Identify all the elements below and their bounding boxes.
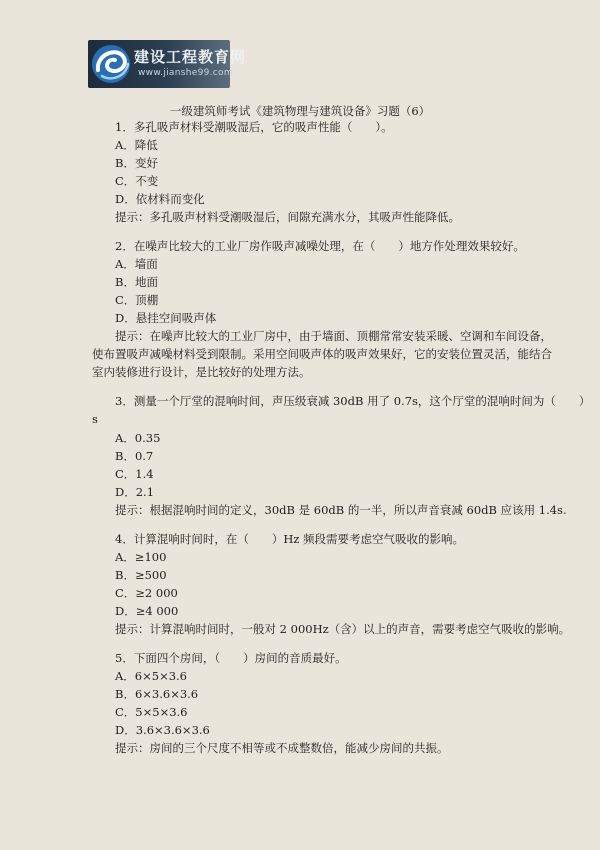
text-line: C．≥2 000 <box>115 586 178 600</box>
text-line: B．≥500 <box>115 568 167 582</box>
document-title: 一级建筑师考试《建筑物理与建筑设备》习题（6） <box>169 104 431 118</box>
text-line: s <box>92 412 98 426</box>
text-line: 室内装修进行设计，是比较好的处理方法。 <box>92 365 311 379</box>
text-line: D．2.1 <box>115 485 155 499</box>
text-line: 提示：计算混响时间时，一般对 2 000Hz（含）以上的声音，需要考虑空气吸收的影响。 <box>115 622 571 636</box>
text-line: D．悬挂空间吸声体 <box>115 311 217 325</box>
text-line: A．6×5×3.6 <box>115 669 187 683</box>
text-line: D．3.6×3.6×3.6 <box>115 723 210 737</box>
text-line: 2．在噪声比较大的工业厂房作吸声减噪处理，在（ ）地方作处理效果较好。 <box>115 239 525 253</box>
text-line: B．地面 <box>115 275 158 289</box>
text-line: D．≥4 000 <box>115 604 179 618</box>
logo-url: www.jianshe99.com <box>138 68 233 78</box>
text-line: 3．测量一个厅堂的混响时间，声压级衰减 30dB 用了 0.7s，这个厅堂的混响时间为（ ） <box>115 394 591 408</box>
text-line: 5．下面四个房间，（ ）房间的音质最好。 <box>115 651 347 665</box>
text-line: A．降低 <box>115 138 158 152</box>
text-line: 提示：根据混响时间的定义，30dB 是 60dB 的一半，所以声音衰减 60dB 应该用 1.4s. <box>115 503 567 517</box>
text-line: 1．多孔吸声材料受潮吸湿后，它的吸声性能（ ）。 <box>115 120 393 134</box>
text-line: B．变好 <box>115 156 158 170</box>
text-line: 4．计算混响时间时，在（ ）Hz 频段需要考虑空气吸收的影响。 <box>115 532 465 546</box>
text-line: A．≥100 <box>115 550 167 564</box>
text-line: 提示：房间的三个尺度不相等或不成整数倍，能减少房间的共振。 <box>115 741 449 755</box>
text-line: B．0.7 <box>115 449 154 463</box>
site-logo[interactable] <box>88 40 247 88</box>
swirl-logo-icon <box>88 40 136 88</box>
text-line: C．不变 <box>115 174 159 188</box>
text-line: A．0.35 <box>115 431 161 445</box>
logo-title: 建设工程教育网 <box>134 48 247 66</box>
text-line: C．顶棚 <box>115 293 159 307</box>
text-line: 使布置吸声减噪材料受到限制。采用空间吸声体的吸声效果好，它的安装位置灵活，能结合 <box>92 347 552 361</box>
text-line: 提示：在噪声比较大的工业厂房中，由于墙面、顶棚常常安装采暖、空调和车间设备， <box>115 329 552 343</box>
text-line: A．墙面 <box>115 257 158 271</box>
text-line: B．6×3.6×3.6 <box>115 687 199 701</box>
text-line: 提示：多孔吸声材料受潮吸湿后，间隙充满水分，其吸声性能降低。 <box>115 210 460 224</box>
text-line: D．依材料而变化 <box>115 192 205 206</box>
text-line: C．1.4 <box>115 467 154 481</box>
text-line: C．5×5×3.6 <box>115 705 188 719</box>
